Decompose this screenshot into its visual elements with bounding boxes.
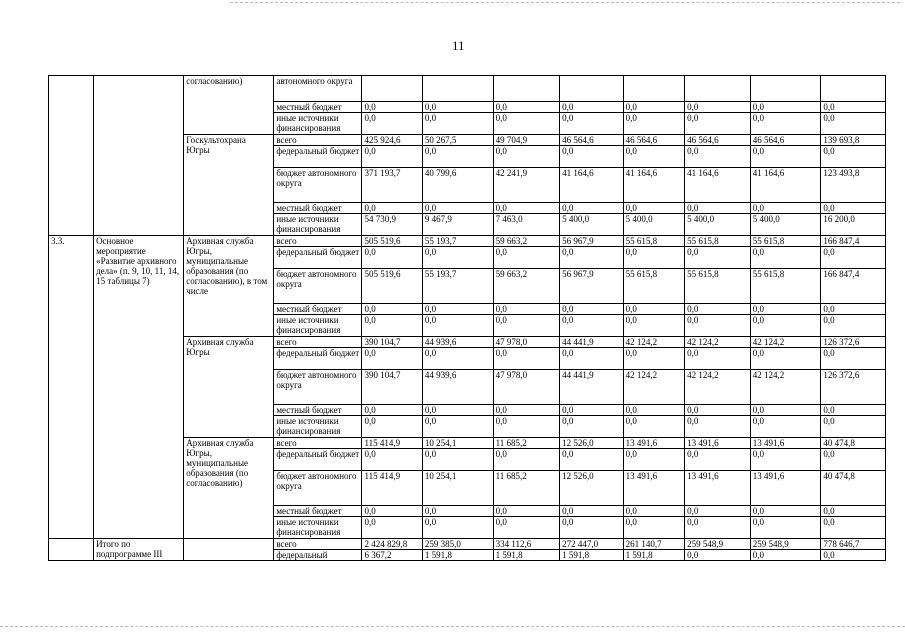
amount-cell: 0,0 xyxy=(685,315,751,337)
amount-cell: 55 193,7 xyxy=(422,269,493,304)
measure-name-cell xyxy=(94,76,184,236)
amount-cell: 40 474,8 xyxy=(821,438,886,449)
funding-source-cell: местный бюджет xyxy=(274,405,362,416)
amount-cell: 0,0 xyxy=(362,405,422,416)
amount-cell: 115 414,9 xyxy=(362,471,422,506)
amount-cell: 42 124,2 xyxy=(685,337,751,348)
amount-cell: 0,0 xyxy=(685,405,751,416)
amount-cell: 44 441,9 xyxy=(560,337,624,348)
amount-cell: 13 491,6 xyxy=(623,471,684,506)
amount-cell: 44 939,6 xyxy=(422,337,493,348)
amount-cell: 0,0 xyxy=(685,102,751,113)
amount-cell: 44 441,9 xyxy=(560,370,624,405)
amount-cell xyxy=(750,76,821,102)
amount-cell: 371 193,7 xyxy=(362,168,422,203)
amount-cell: 11 685,2 xyxy=(493,438,560,449)
amount-cell: 41 164,6 xyxy=(560,168,624,203)
funding-source-cell: федеральный бюджет xyxy=(274,449,362,471)
amount-cell: 0,0 xyxy=(422,102,493,113)
amount-cell: 13 491,6 xyxy=(750,438,821,449)
amount-cell: 0,0 xyxy=(623,304,684,315)
page-number: 11 xyxy=(452,38,465,53)
amount-cell: 259 548,9 xyxy=(685,539,751,550)
amount-cell: 46 564,6 xyxy=(560,135,624,146)
amount-cell: 0,0 xyxy=(422,113,493,135)
amount-cell: 0,0 xyxy=(750,304,821,315)
amount-cell: 0,0 xyxy=(422,517,493,539)
amount-cell: 0,0 xyxy=(821,203,886,214)
table-row xyxy=(49,539,886,550)
amount-cell: 0,0 xyxy=(685,449,751,471)
amount-cell: 0,0 xyxy=(560,405,624,416)
amount-cell: 46 564,6 xyxy=(623,135,684,146)
amount-cell: 42 241,9 xyxy=(493,168,560,203)
amount-cell: 12 526,0 xyxy=(560,438,624,449)
amount-cell: 0,0 xyxy=(750,146,821,168)
funding-source-cell: федеральный бюджет xyxy=(274,146,362,168)
amount-cell: 0,0 xyxy=(685,348,751,370)
amount-cell: 0,0 xyxy=(362,247,422,269)
funding-source-cell: местный бюджет xyxy=(274,304,362,315)
funding-source-cell: всего xyxy=(274,236,362,247)
amount-cell: 1 591,8 xyxy=(560,550,624,561)
funding-source-cell: иные источники финансирования xyxy=(274,113,362,135)
amount-cell: 0,0 xyxy=(750,113,821,135)
amount-cell: 0,0 xyxy=(623,348,684,370)
executor-cell: согласованию) xyxy=(184,76,274,135)
funding-source-cell: федеральный бюджет xyxy=(274,348,362,370)
amount-cell: 0,0 xyxy=(821,304,886,315)
amount-cell: 0,0 xyxy=(493,348,560,370)
amount-cell: 13 491,6 xyxy=(685,438,751,449)
scan-edge-bottom xyxy=(0,626,905,628)
amount-cell: 1 591,8 xyxy=(422,550,493,561)
amount-cell: 0,0 xyxy=(821,113,886,135)
amount-cell: 0,0 xyxy=(623,416,684,438)
amount-cell: 5 400,0 xyxy=(750,214,821,236)
amount-cell: 46 564,6 xyxy=(750,135,821,146)
table-row xyxy=(49,236,886,247)
amount-cell: 126 372,6 xyxy=(821,337,886,348)
amount-cell: 50 267,5 xyxy=(422,135,493,146)
amount-cell: 0,0 xyxy=(493,315,560,337)
row-index-cell: 3.3. xyxy=(49,236,94,539)
amount-cell: 0,0 xyxy=(493,405,560,416)
amount-cell: 0,0 xyxy=(493,102,560,113)
amount-cell xyxy=(362,76,422,102)
amount-cell: 1 591,8 xyxy=(493,550,560,561)
amount-cell: 0,0 xyxy=(685,113,751,135)
amount-cell: 0,0 xyxy=(493,113,560,135)
executor-cell: Архивная служба Югры xyxy=(184,337,274,438)
amount-cell: 0,0 xyxy=(560,416,624,438)
amount-cell: 0,0 xyxy=(821,315,886,337)
amount-cell: 0,0 xyxy=(685,146,751,168)
amount-cell xyxy=(560,76,624,102)
amount-cell: 0,0 xyxy=(685,247,751,269)
amount-cell: 139 693,8 xyxy=(821,135,886,146)
measure-name-cell: Итого по подпрограмме III xyxy=(94,539,184,561)
amount-cell: 0,0 xyxy=(750,348,821,370)
amount-cell: 55 193,7 xyxy=(422,236,493,247)
amount-cell: 11 685,2 xyxy=(493,471,560,506)
amount-cell: 0,0 xyxy=(623,102,684,113)
funding-source-cell: местный бюджет xyxy=(274,506,362,517)
amount-cell: 0,0 xyxy=(560,102,624,113)
amount-cell: 0,0 xyxy=(422,506,493,517)
amount-cell: 41 164,6 xyxy=(750,168,821,203)
amount-cell: 12 526,0 xyxy=(560,471,624,506)
amount-cell: 0,0 xyxy=(560,304,624,315)
amount-cell: 0,0 xyxy=(750,247,821,269)
amount-cell: 166 847,4 xyxy=(821,269,886,304)
amount-cell: 0,0 xyxy=(685,550,751,561)
amount-cell: 0,0 xyxy=(493,449,560,471)
amount-cell: 54 730,9 xyxy=(362,214,422,236)
amount-cell: 0,0 xyxy=(821,550,886,561)
amount-cell: 40 474,8 xyxy=(821,471,886,506)
funding-source-cell: автономного округа xyxy=(274,76,362,102)
amount-cell: 49 704,9 xyxy=(493,135,560,146)
amount-cell: 6 367,2 xyxy=(362,550,422,561)
funding-source-cell: иные источники финансирования xyxy=(274,416,362,438)
amount-cell: 0,0 xyxy=(362,102,422,113)
amount-cell: 10 254,1 xyxy=(422,471,493,506)
amount-cell: 0,0 xyxy=(685,304,751,315)
funding-source-cell: иные источники финансирования xyxy=(274,214,362,236)
amount-cell: 261 140,7 xyxy=(623,539,684,550)
amount-cell: 0,0 xyxy=(493,416,560,438)
amount-cell: 0,0 xyxy=(560,113,624,135)
amount-cell: 0,0 xyxy=(362,517,422,539)
amount-cell: 0,0 xyxy=(821,517,886,539)
funding-source-cell: федеральный бюджет xyxy=(274,247,362,269)
funding-source-cell: всего xyxy=(274,539,362,550)
amount-cell: 0,0 xyxy=(821,416,886,438)
amount-cell xyxy=(422,76,493,102)
amount-cell: 0,0 xyxy=(821,405,886,416)
amount-cell: 0,0 xyxy=(493,247,560,269)
amount-cell: 13 491,6 xyxy=(750,471,821,506)
amount-cell: 0,0 xyxy=(493,506,560,517)
amount-cell: 47 978,0 xyxy=(493,370,560,405)
amount-cell: 390 104,7 xyxy=(362,337,422,348)
amount-cell: 59 663,2 xyxy=(493,236,560,247)
funding-source-cell: бюджет автономного округа xyxy=(274,370,362,405)
amount-cell: 0,0 xyxy=(560,506,624,517)
amount-cell: 0,0 xyxy=(750,203,821,214)
amount-cell: 55 615,8 xyxy=(623,236,684,247)
amount-cell: 126 372,6 xyxy=(821,370,886,405)
amount-cell: 166 847,4 xyxy=(821,236,886,247)
funding-source-cell: всего xyxy=(274,135,362,146)
amount-cell: 55 615,8 xyxy=(685,269,751,304)
amount-cell: 0,0 xyxy=(362,203,422,214)
amount-cell: 0,0 xyxy=(821,449,886,471)
measure-name-cell: Основное мероприятие «Развитие архивного дела» (п. 9, 10, 11, 14, 15 таблицы 7) xyxy=(94,236,184,539)
amount-cell: 0,0 xyxy=(422,247,493,269)
amount-cell: 0,0 xyxy=(623,506,684,517)
amount-cell: 0,0 xyxy=(560,146,624,168)
amount-cell: 425 924,6 xyxy=(362,135,422,146)
amount-cell: 0,0 xyxy=(493,146,560,168)
amount-cell: 0,0 xyxy=(422,348,493,370)
amount-cell: 55 615,8 xyxy=(750,236,821,247)
executor-cell: Архивная служба Югры, муниципальные образования (по согласованию) xyxy=(184,438,274,539)
amount-cell: 259 548,9 xyxy=(750,539,821,550)
amount-cell: 0,0 xyxy=(623,517,684,539)
amount-cell: 5 400,0 xyxy=(623,214,684,236)
amount-cell: 2 424 829,8 xyxy=(362,539,422,550)
funding-source-cell: местный бюджет xyxy=(274,203,362,214)
amount-cell: 0,0 xyxy=(362,146,422,168)
funding-source-cell: иные источники финансирования xyxy=(274,517,362,539)
amount-cell: 1 591,8 xyxy=(623,550,684,561)
amount-cell: 0,0 xyxy=(422,203,493,214)
amount-cell: 0,0 xyxy=(362,315,422,337)
amount-cell: 0,0 xyxy=(362,416,422,438)
amount-cell xyxy=(493,76,560,102)
amount-cell: 0,0 xyxy=(685,506,751,517)
amount-cell: 55 615,8 xyxy=(750,269,821,304)
amount-cell: 10 254,1 xyxy=(422,438,493,449)
amount-cell: 41 164,6 xyxy=(685,168,751,203)
amount-cell: 0,0 xyxy=(750,449,821,471)
amount-cell: 0,0 xyxy=(623,203,684,214)
amount-cell: 0,0 xyxy=(623,113,684,135)
amount-cell: 505 519,6 xyxy=(362,269,422,304)
amount-cell: 505 519,6 xyxy=(362,236,422,247)
amount-cell: 0,0 xyxy=(422,449,493,471)
amount-cell: 0,0 xyxy=(493,517,560,539)
amount-cell: 0,0 xyxy=(422,146,493,168)
amount-cell: 0,0 xyxy=(750,102,821,113)
funding-source-cell: местный бюджет xyxy=(274,102,362,113)
executor-cell: Госкультохрана Югры xyxy=(184,135,274,236)
amount-cell: 41 164,6 xyxy=(623,168,684,203)
table-row xyxy=(49,76,886,102)
funding-source-cell: всего xyxy=(274,337,362,348)
amount-cell: 0,0 xyxy=(685,416,751,438)
amount-cell: 0,0 xyxy=(560,315,624,337)
executor-cell xyxy=(184,539,274,561)
amount-cell: 0,0 xyxy=(362,506,422,517)
amount-cell: 0,0 xyxy=(560,449,624,471)
amount-cell: 123 493,8 xyxy=(821,168,886,203)
amount-cell: 390 104,7 xyxy=(362,370,422,405)
amount-cell: 0,0 xyxy=(362,449,422,471)
amount-cell xyxy=(821,76,886,102)
amount-cell: 0,0 xyxy=(623,405,684,416)
amount-cell: 46 564,6 xyxy=(685,135,751,146)
amount-cell: 0,0 xyxy=(821,506,886,517)
amount-cell: 0,0 xyxy=(422,315,493,337)
amount-cell: 44 939,6 xyxy=(422,370,493,405)
funding-source-cell: федеральный xyxy=(274,550,362,561)
amount-cell: 42 124,2 xyxy=(685,370,751,405)
amount-cell: 42 124,2 xyxy=(623,337,684,348)
amount-cell: 13 491,6 xyxy=(685,471,751,506)
budget-table xyxy=(48,75,886,561)
amount-cell: 0,0 xyxy=(560,247,624,269)
amount-cell: 0,0 xyxy=(821,102,886,113)
amount-cell: 0,0 xyxy=(623,315,684,337)
funding-source-cell: бюджет автономного округа xyxy=(274,269,362,304)
amount-cell: 0,0 xyxy=(750,506,821,517)
amount-cell: 47 978,0 xyxy=(493,337,560,348)
amount-cell: 0,0 xyxy=(422,304,493,315)
amount-cell: 13 491,6 xyxy=(623,438,684,449)
amount-cell: 0,0 xyxy=(623,449,684,471)
amount-cell: 0,0 xyxy=(560,517,624,539)
funding-source-cell: иные источники финансирования xyxy=(274,315,362,337)
funding-source-cell: бюджет автономного округа xyxy=(274,471,362,506)
amount-cell: 0,0 xyxy=(422,416,493,438)
amount-cell: 42 124,2 xyxy=(750,337,821,348)
amount-cell: 16 200,0 xyxy=(821,214,886,236)
amount-cell: 42 124,2 xyxy=(623,370,684,405)
amount-cell: 0,0 xyxy=(750,405,821,416)
amount-cell: 0,0 xyxy=(750,315,821,337)
amount-cell: 0,0 xyxy=(623,247,684,269)
amount-cell xyxy=(685,76,751,102)
amount-cell: 0,0 xyxy=(821,146,886,168)
amount-cell: 40 799,6 xyxy=(422,168,493,203)
amount-cell: 334 112,6 xyxy=(493,539,560,550)
amount-cell: 0,0 xyxy=(750,517,821,539)
amount-cell: 59 663,2 xyxy=(493,269,560,304)
amount-cell: 272 447,0 xyxy=(560,539,624,550)
amount-cell: 0,0 xyxy=(750,550,821,561)
amount-cell: 56 967,9 xyxy=(560,269,624,304)
amount-cell: 5 400,0 xyxy=(560,214,624,236)
row-index-cell xyxy=(49,539,94,561)
amount-cell: 115 414,9 xyxy=(362,438,422,449)
scan-edge-top xyxy=(230,2,900,4)
funding-source-cell: бюджет автономного округа xyxy=(274,168,362,203)
amount-cell: 56 967,9 xyxy=(560,236,624,247)
amount-cell: 0,0 xyxy=(493,304,560,315)
amount-cell: 778 646,7 xyxy=(821,539,886,550)
funding-source-cell: всего xyxy=(274,438,362,449)
amount-cell: 0,0 xyxy=(821,348,886,370)
executor-cell: Архивная служба Югры, муниципальные образования (по согласованию), в том числе xyxy=(184,236,274,337)
amount-cell: 0,0 xyxy=(493,203,560,214)
amount-cell: 0,0 xyxy=(560,348,624,370)
amount-cell: 0,0 xyxy=(685,203,751,214)
amount-cell: 55 615,8 xyxy=(685,236,751,247)
amount-cell: 259 385,0 xyxy=(422,539,493,550)
row-index-cell xyxy=(49,76,94,236)
amount-cell: 0,0 xyxy=(750,416,821,438)
amount-cell: 0,0 xyxy=(685,517,751,539)
amount-cell: 55 615,8 xyxy=(623,269,684,304)
amount-cell xyxy=(623,76,684,102)
amount-cell: 0,0 xyxy=(422,405,493,416)
amount-cell: 0,0 xyxy=(362,113,422,135)
amount-cell: 9 467,9 xyxy=(422,214,493,236)
amount-cell: 0,0 xyxy=(623,146,684,168)
amount-cell: 0,0 xyxy=(362,348,422,370)
amount-cell: 5 400,0 xyxy=(685,214,751,236)
amount-cell: 0,0 xyxy=(362,304,422,315)
amount-cell: 7 463,0 xyxy=(493,214,560,236)
amount-cell: 0,0 xyxy=(821,247,886,269)
amount-cell: 42 124,2 xyxy=(750,370,821,405)
amount-cell: 0,0 xyxy=(560,203,624,214)
